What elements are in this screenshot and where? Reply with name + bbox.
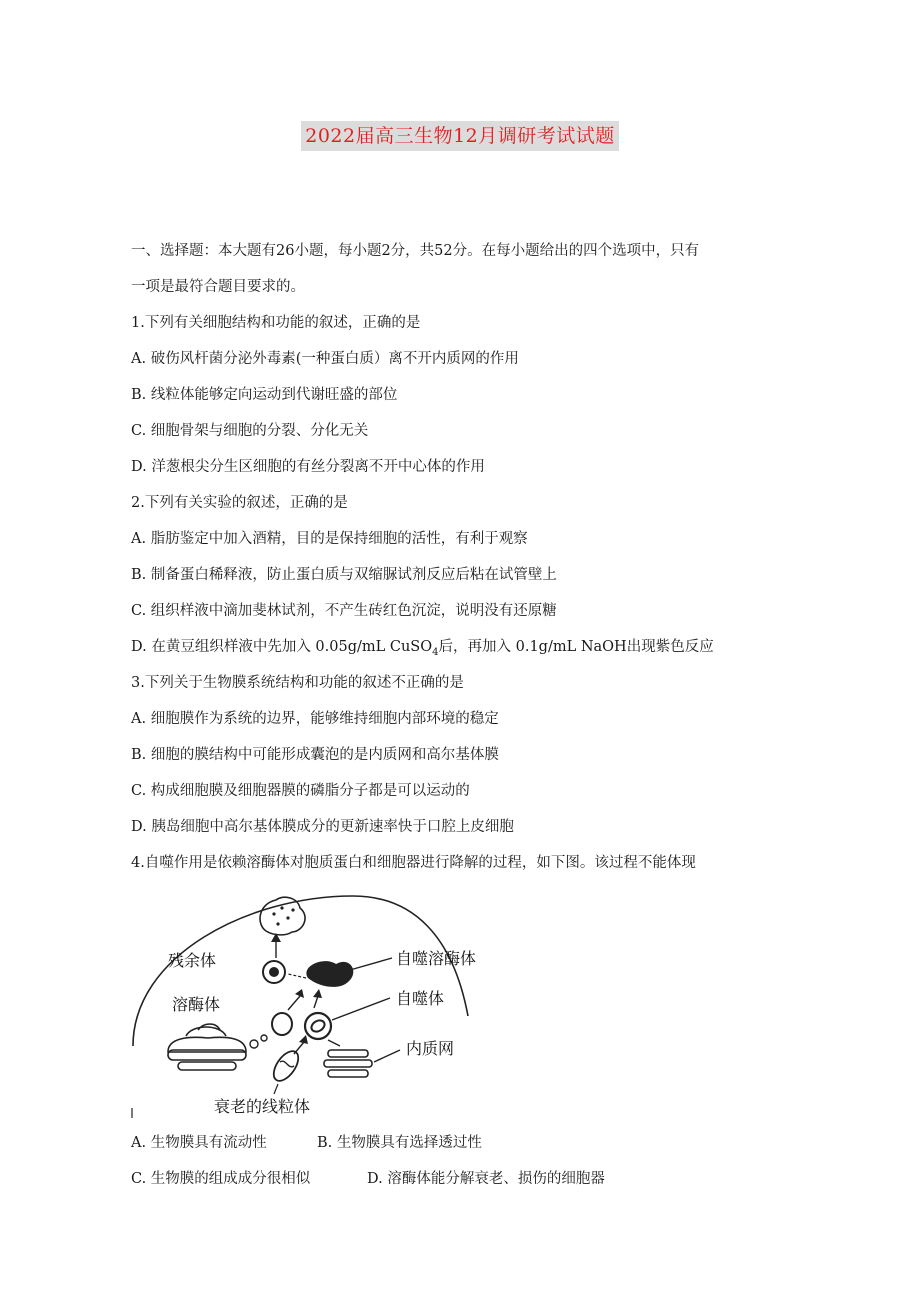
- q2-option-d-post: 后，再加入 0.1g/mL NaOH出现紫色反应: [438, 639, 714, 655]
- autophagosome: [305, 1013, 331, 1039]
- q3-option-d: D. 胰岛细胞中高尔基体膜成分的更新速率快于口腔上皮细胞: [131, 819, 514, 835]
- q1-option-d: D. 洋葱根尖分生区细胞的有丝分裂离不开中心体的作用: [131, 459, 485, 475]
- label-residual-body: 残余体: [168, 951, 217, 970]
- q1-option-a: A. 破伤风杆菌分泌外毒素(一种蛋白质）离不开内质网的作用: [131, 351, 519, 367]
- endoplasmic-reticulum: [324, 1050, 372, 1077]
- label-autolysosome: 自噬溶酶体: [396, 949, 477, 968]
- q2-option-d-pre: D. 在黄豆组织样液中先加入 0.05g/mL CuSO: [131, 639, 433, 655]
- q2-option-c: C. 组织样液中滴加斐林试剂，不产生砖红色沉淀，说明没有还原糖: [131, 603, 557, 619]
- q4-option-c: C. 生物膜的组成成分很相似: [131, 1171, 311, 1187]
- autophagy-diagram: [128, 886, 498, 1126]
- q4-stem: 4.自噬作用是依赖溶酶体对胞质蛋白和细胞器进行降解的过程，如下图。该过程不能体现: [131, 855, 696, 871]
- label-autophagosome: 自噬体: [396, 989, 445, 1008]
- label-lysosome: 溶酶体: [172, 995, 221, 1014]
- cell-membrane-arc: [133, 896, 468, 1046]
- autolysosome: [306, 961, 353, 987]
- q1-stem: 1.下列有关细胞结构和功能的叙述，正确的是: [131, 315, 421, 331]
- aging-mitochondrion: [269, 1047, 303, 1085]
- q2-option-b: B. 制备蛋白稀释液，防止蛋白质与双缩脲试剂反应后粘在试管壁上: [131, 567, 557, 583]
- q3-option-b: B. 细胞的膜结构中可能形成囊泡的是内质网和高尔基体膜: [131, 747, 499, 763]
- label-aging-mitochondrion: 衰老的线粒体: [214, 1097, 311, 1116]
- q1-option-c: C. 细胞骨架与细胞的分裂、分化无关: [131, 423, 369, 439]
- page-title: 2022届高三生物12月调研考试试题: [301, 121, 619, 151]
- q4-option-b: B. 生物膜具有选择透过性: [317, 1135, 482, 1151]
- q4-option-d: D. 溶酶体能分解衰老、损伤的细胞器: [367, 1171, 605, 1187]
- label-er: 内质网: [406, 1039, 455, 1058]
- q2-option-a: A. 脂肪鉴定中加入酒精，目的是保持细胞的活性，有利于观察: [131, 531, 528, 547]
- exocytosis-vesicle: [260, 897, 305, 935]
- q3-option-a: A. 细胞膜作为系统的边界，能够维持细胞内部环境的稳定: [131, 711, 499, 727]
- section-intro-line2: 一项是最符合题目要求的。: [131, 279, 305, 295]
- q1-option-b: B. 线粒体能够定向运动到代谢旺盛的部位: [131, 387, 398, 403]
- section-intro-line1: 一、选择题：本大题有26小题，每小题2分，共52分。在每小题给出的四个选项中，只有: [131, 243, 700, 259]
- q4-option-a: A. 生物膜具有流动性: [131, 1135, 267, 1151]
- q2-option-d: [131, 636, 714, 664]
- q2-option-d-subscript: 4: [432, 646, 439, 658]
- q3-stem: 3.下列关于生物膜系统结构和功能的叙述不正确的是: [131, 675, 464, 691]
- lysosome: [272, 1013, 292, 1035]
- q2-stem: 2.下列有关实验的叙述，正确的是: [131, 495, 348, 511]
- q3-option-c: C. 构成细胞膜及细胞器膜的磷脂分子都是可以运动的: [131, 783, 470, 799]
